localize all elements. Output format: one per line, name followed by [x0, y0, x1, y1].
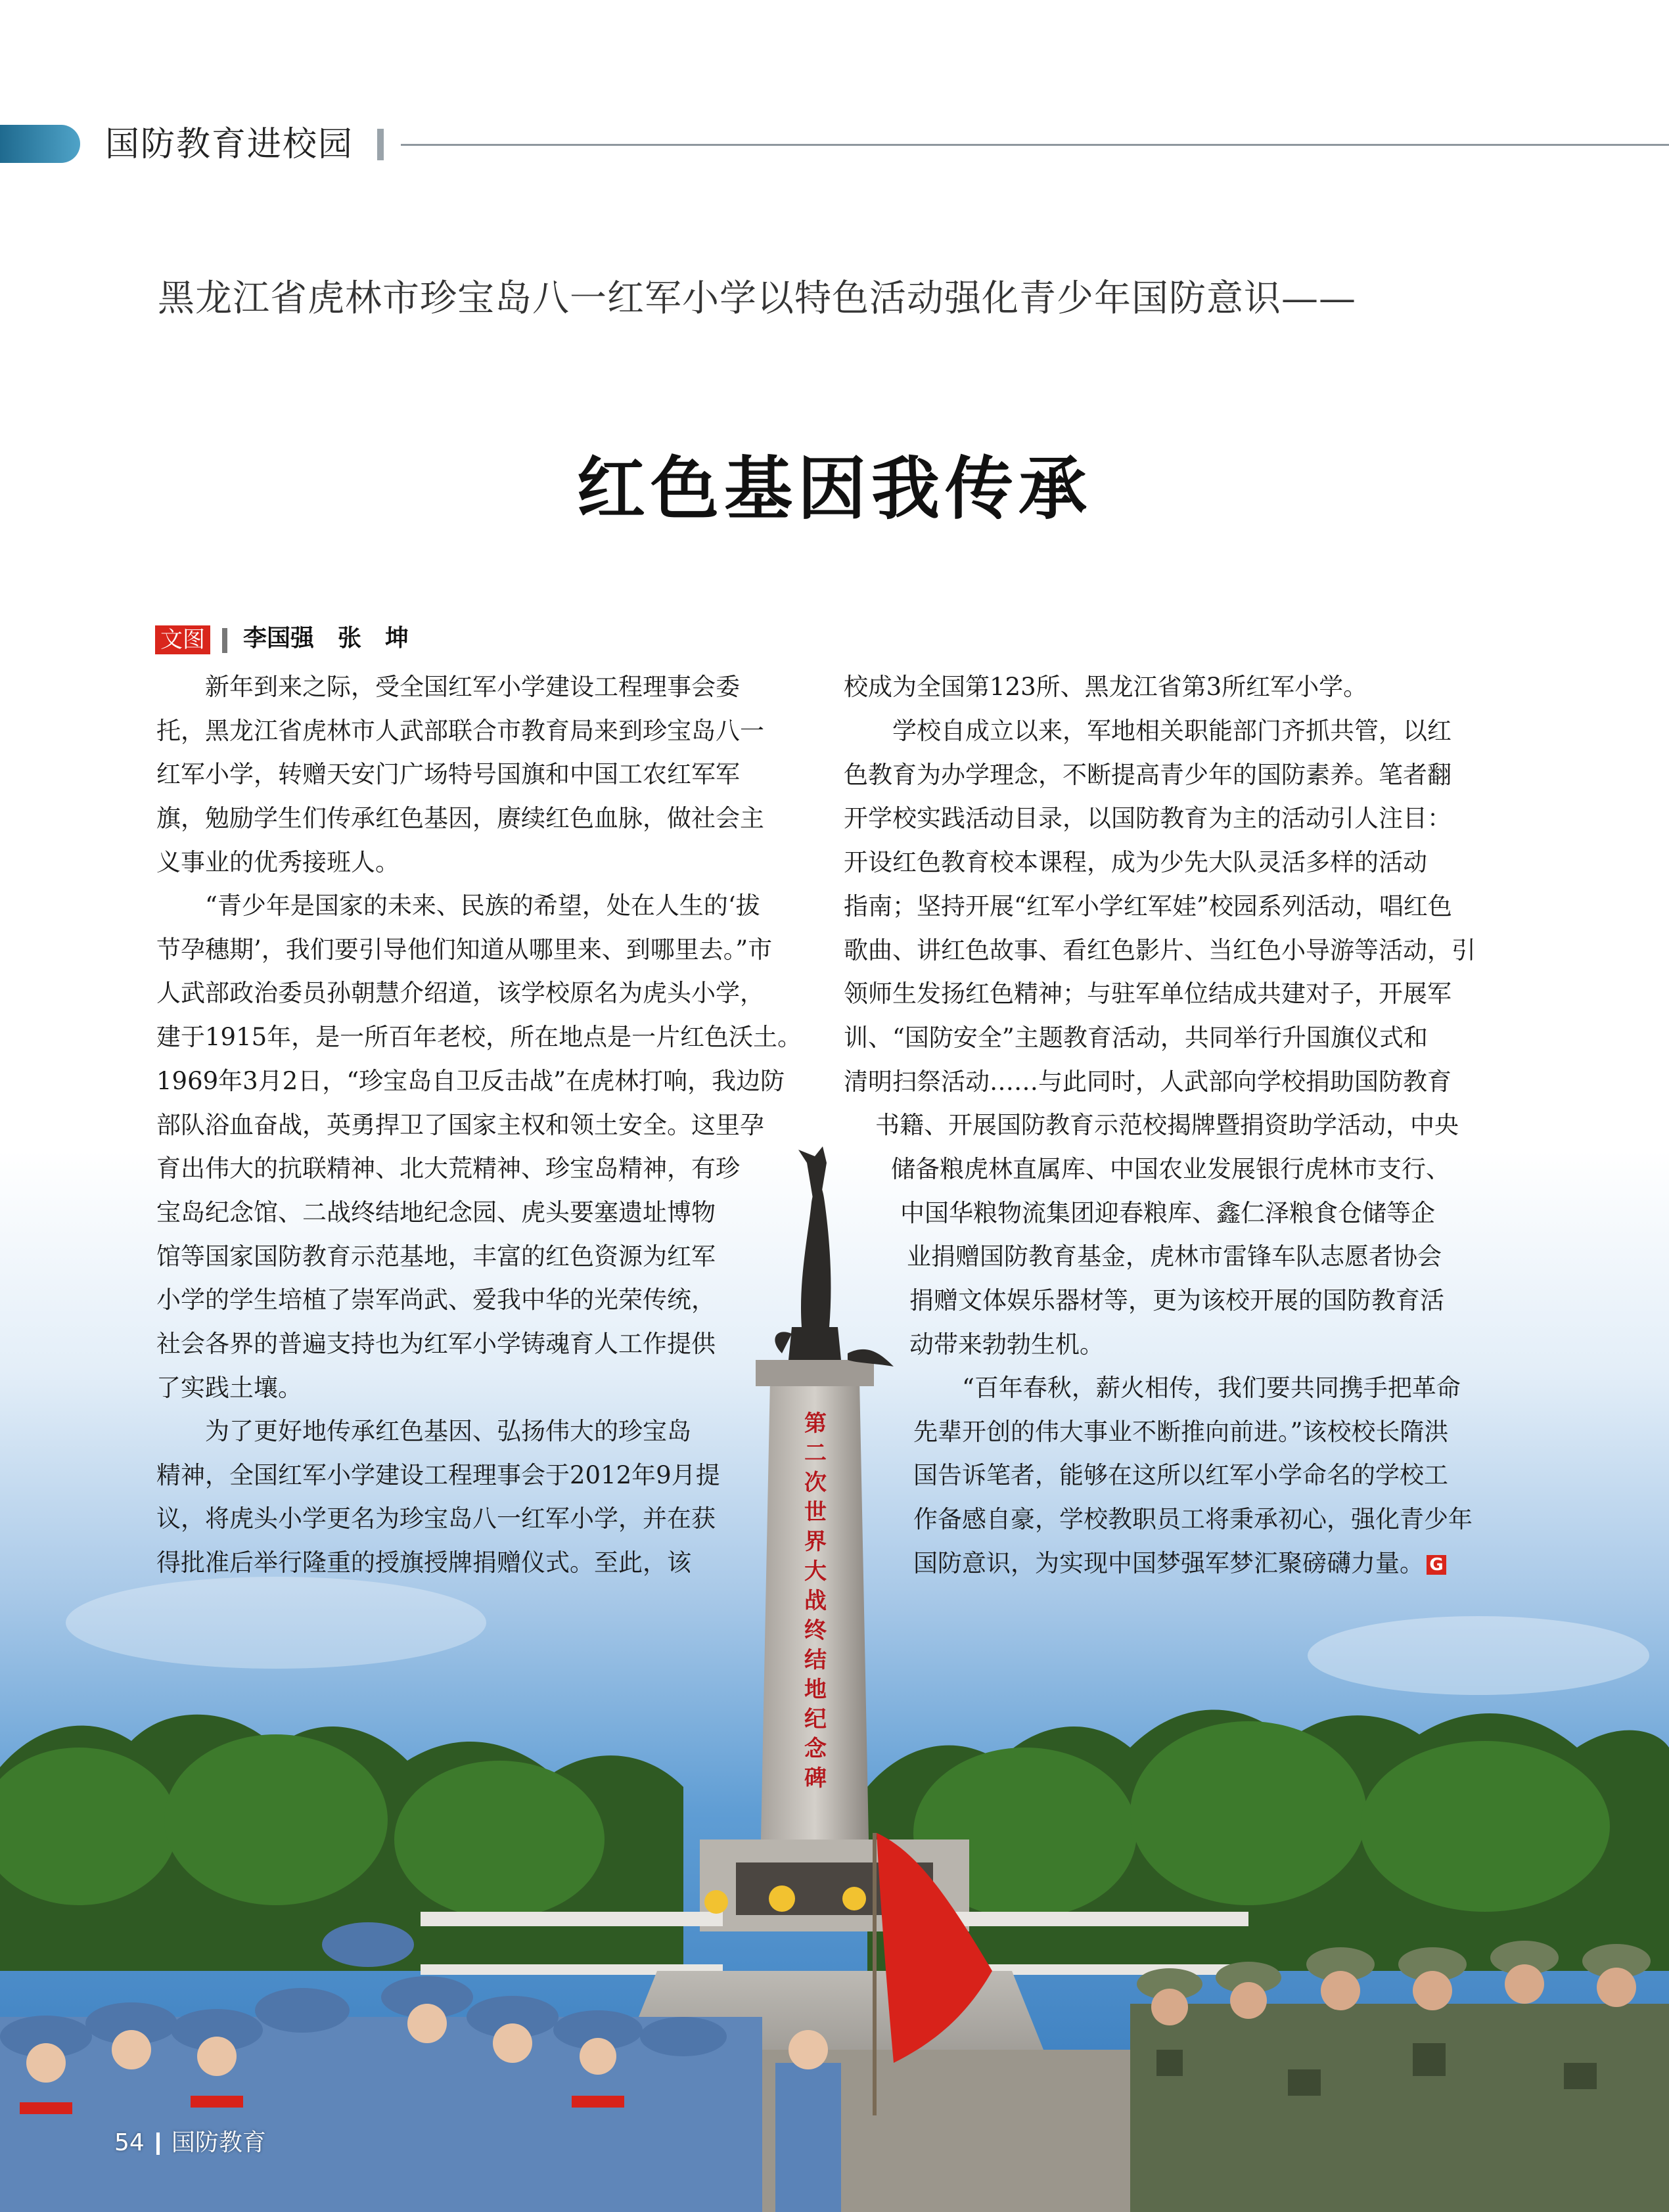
byline-tag: 文图 [155, 625, 210, 654]
page-footer [114, 2123, 266, 2163]
col1-paragraph-3: 为了更好地传承红色基因、弘扬伟大的珍宝岛 精神，全国红军小学建设工程理事会于2012年9月提 议，将虎头小学更名为珍宝岛八一红军小学，并在获 得批准后举行隆重的授旗授牌捐赠仪式。至此，该 [156, 1417, 720, 1577]
section-divider [377, 129, 384, 160]
end-mark-icon: G [1427, 1555, 1446, 1575]
page-number: 54 [114, 2129, 145, 2156]
byline-divider [222, 628, 227, 653]
col1-paragraph-2: “青少年是国家的未来、民族的希望，处在人生的‘拔 节孕穗期’，我们要引导他们知道从哪里来、到哪里去。”市 人武部政治委员孙朝慧介绍道，该学校原名为虎头小学， 建于1915年，是一所百年老校，所在地点是一片红色沃土。 1969年3月2日，“珍宝岛自卫反击战”在虎林打响，我边防 部队浴血奋战，英勇捍卫了国家主权和领土安全。这里孕 育出伟大的抗联精神、北大荒精神、珍宝岛精神，有珍 宝岛纪念馆、二战终结地纪念园、虎头要塞遗址博物 馆等国家国防教育示范基地，丰富的红色资源为红军 小学的学生培植了崇军尚武、爱我中华的光荣传统， 社会各界的普遍支持也为红军小学铸魂育人工作提供 了实践土壤。 [156, 892, 802, 1402]
section-tab [0, 125, 80, 163]
byline-authors: 李国强 张 坤 [243, 625, 409, 652]
col2-paragraph-3: “百年春秋，薪火相传，我们要共同携手把革命 先辈开创的伟大事业不断推向前进。”该校校长隋洪 国告诉笔者，能够在这所以红军小学命名的学校工 作备感自豪，学校教职员工将秉承初心，强化青少年 国防意识，为实现中国梦强军梦汇聚磅礴力量。 G [913, 1374, 1473, 1577]
magazine-name: 国防教育 [171, 2129, 266, 2156]
footer-divider [156, 2133, 160, 2155]
monument-inscription: 第二次世界大战终结地纪念碑 [804, 1411, 827, 1792]
article-subtitle: 黑龙江省虎林市珍宝岛八一红军小学以特色活动强化青少年国防意识—— [158, 277, 1356, 320]
col1-paragraph-1: 新年到来之际，受全国红军小学建设工程理事会委 托，黑龙江省虎林市人武部联合市教育局来到珍宝岛八一 红军小学，转赠天安门广场特号国旗和中国工农红军军 旗，勉励学生们传承红色基因，赓续红色血脉，做社会主 义事业的优秀接班人。 [156, 673, 764, 876]
col2-paragraph-1: 校成为全国第123所、黑龙江省第3所红军小学。 [844, 673, 1368, 701]
header-rule [401, 144, 1669, 146]
section-title: 国防教育进校园 [105, 125, 354, 164]
article-title: 红色基因我传承 [576, 449, 1092, 529]
col2-paragraph-2: 学校自成立以来，军地相关职能部门齐抓共管，以红 色教育为办学理念，不断提高青少年的国防素养。笔者翻 开学校实践活动目录，以国防教育为主的活动引人注目： 开设红色教育校本课程，成为少先大队灵活多样的活动 指南；坚持开展“红军小学红军娃”校园系列活动，唱红色 歌曲、讲红色故事、看红色影片、当红色小导游等活动，引 领师生发扬红色精神；与驻军单位结成共建对子，开展军 训、“国防安全”主题教育活动，共同举行升国旗仪式和 清明扫祭活动……与此同时，人武部向学校捐助国防教育 书籍、开展国防教育示范校揭牌暨捐资助学活动，中央 储备粮虎林直属库、中国农业发展银行虎林市支行、 中国华粮物流集团迎春粮库、鑫仁泽粮食仓储等企 业捐赠国防教育基金，虎林市雷锋车队志愿者协会 捐赠文体娱乐器材等，更为该校开展的国防教育活 动带来勃勃生机。 [844, 717, 1476, 1359]
